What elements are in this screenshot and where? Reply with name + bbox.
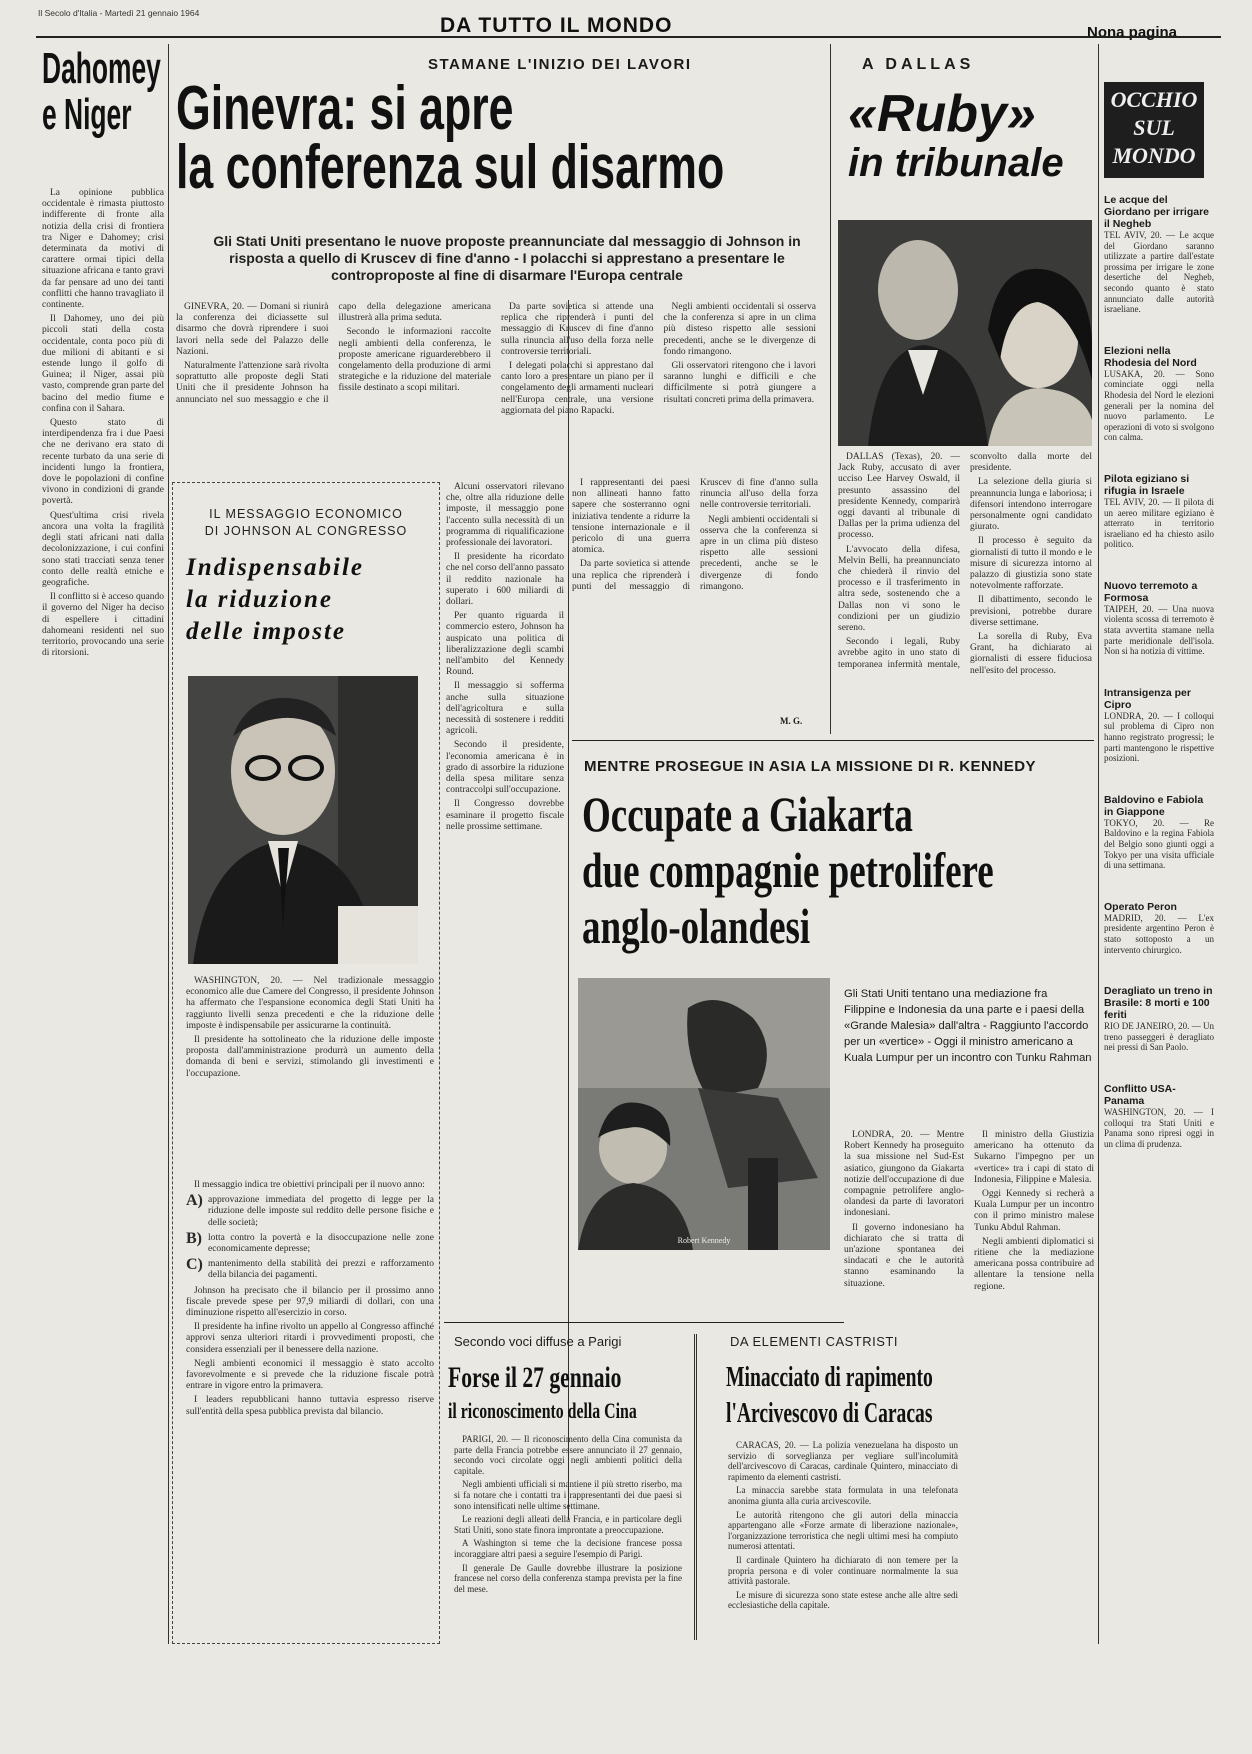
cina-headline-line2: il riconoscimento della Cina bbox=[448, 1398, 637, 1423]
cina-paragraph: Il generale De Gaulle dovrebbe illustrare la posizione francese nel corso della conferenza stampa prevista per la fine del mese. bbox=[454, 1562, 682, 1594]
ginevra-paragraph: Naturalmente l'attenzione sarà rivolta soprattutto alle proposte degli Stati Uniti che il presidente Johnson ha annunciato nel suo messaggio e che il capo della delegazione americana illustrerà alla prima seduta. bbox=[176, 302, 491, 405]
cina-headline bbox=[448, 1360, 688, 1426]
johnson-list-item bbox=[186, 1192, 434, 1229]
section-rule bbox=[572, 740, 1094, 741]
dahomey-title bbox=[42, 46, 160, 138]
ruby-paragraph: La selezione della giuria si preannuncia lunga e laboriosa; i difensori intendono interrogare personalmente ogni candidato giurato. bbox=[970, 477, 1092, 533]
cina-body bbox=[454, 1434, 682, 1642]
ruby-paragraph: Secondo i legali, Ruby avrebbe agito in uno stato di temporanea infermità mentale, sconvolto dalla morte del presidente. bbox=[838, 452, 1092, 670]
occhio-logo-line1: OCCHIO bbox=[1110, 87, 1198, 112]
column-divider bbox=[168, 44, 169, 1644]
johnson-kicker bbox=[178, 506, 434, 540]
occhio-item-text: TAIPEH, 20. — Una nuova violenta scossa di terremoto è stata avvertita stamane nella parte meridionale dell'isola. Non si ha notizia di vittime. bbox=[1104, 603, 1214, 657]
ginevra-paragraph: Secondo le informazioni raccolte negli ambienti della conferenza, le proposte americane riguarderebbero il congelamento della produzione di armi strategiche e la riduzione del materiale fissile destinato a scopi militari. bbox=[338, 327, 491, 394]
ginevra-paragraph: GINEVRA, 20. — Domani si riunirà la conferenza dei diciassette sul disarmo che dovrà riprendere i suoi lavori nella sede del Palazzo delle Nazioni. bbox=[176, 302, 329, 357]
johnson-headline-line1: Indispensabile bbox=[186, 554, 365, 581]
ruby-paragraph: L'avvocato della difesa, Melvin Belli, ha preannunciato che chiederà il rinvio del processo e il trasferimento in altra sede, sostenendo che a Dallas non vi sono le condizioni per un giudizio sereno. bbox=[838, 544, 960, 634]
johnson-paragraph: Negli ambienti economici il messaggio è stato accolto favorevolmente e si prevede che la riduzione fiscale potrà entrare in vigore entro la primavera. bbox=[186, 1358, 434, 1392]
ginevra-paragraph: Gli osservatori ritengono che i lavori saranno lunghi e difficili e che difficilmente si potrà giungere a risultati concreti prima della primavera. bbox=[663, 361, 816, 405]
johnson-list-letter: C) bbox=[186, 1256, 203, 1274]
ginevra-paragraph: Da parte sovietica si attende una replica che riprenderà i punti del messaggio di Kruscev di fine d'anno sulla rinuncia all'uso della forza nelle controversie territoriali. bbox=[501, 302, 654, 357]
middle-paragraph: Il messaggio si sofferma anche sulla situazione dell'agricoltura e sulla necessità di sostenere i redditi agricoli. bbox=[446, 681, 564, 737]
johnson-list-letter: A) bbox=[186, 1192, 203, 1210]
johnson-list-text: lotta contro la povertà e la disoccupazione nelle zone economicamente depresse; bbox=[208, 1232, 434, 1255]
ruby-photo-image bbox=[838, 220, 1092, 446]
johnson-paragraph: I leaders repubblicani hanno tuttavia espresso riserve sull'entità della spesa pubblica prevista dal bilancio. bbox=[186, 1395, 434, 1417]
johnson-body bbox=[186, 976, 434, 1166]
dahomey-body bbox=[42, 188, 164, 1638]
middle-paragraph: Secondo il presidente, l'economia americana è in grado di assorbire la riduzione della spesa militare senza contraccolpi sull'occupazione. bbox=[446, 740, 564, 796]
kennedy-headline-line2: due compagnie petrolifere bbox=[582, 842, 994, 898]
occhio-item-head: Conflitto USA-Panama bbox=[1104, 1082, 1176, 1107]
johnson-photo bbox=[188, 676, 418, 964]
dahomey-paragraph: La opinione pubblica occidentale è rimasta piuttosto indifferente di fronte alla notizia della crisi di frontiera tra Niger e Dahomey; crisi determinata da motivi di carattere ormai tipici della situazione africana e tanto gravi da far pensare ad uno dei tanti conflitti che hanno travagliato il continente. bbox=[42, 188, 164, 311]
section-title: DA TUTTO IL MONDO bbox=[440, 14, 673, 37]
occhio-item bbox=[1104, 794, 1214, 871]
caracas-paragraph: Le misure di sicurezza sono state estese anche alle altre sedi ecclesiastiche della capitale. bbox=[728, 1589, 958, 1611]
caracas-headline-line1: Minacciato di rapimento bbox=[726, 1362, 933, 1393]
ruby-headline bbox=[848, 85, 1088, 186]
johnson-headline-line2: la riduzione bbox=[186, 586, 333, 613]
caracas-headline bbox=[726, 1360, 966, 1432]
ginevra-body-continued bbox=[572, 478, 818, 713]
ginevra-paragraph: Negli ambienti occidentali si osserva che la conferenza si apre in un clima più disteso rispetto alle sessioni precedenti, anche se le divergenze di fondo rimangono. bbox=[700, 514, 818, 592]
dahomey-paragraph: Il conflitto si è acceso quando il governo del Niger ha deciso di espellere i cittadini dahomeani residenti nel suo territorio, provocando una serie di ritorsioni. bbox=[42, 592, 164, 659]
ruby-body bbox=[838, 452, 1092, 734]
occhio-item-head: Pilota egiziano si rifugia in Israele bbox=[1104, 472, 1190, 497]
middle-paragraph: Il Congresso dovrebbe esaminare il progetto fiscale nelle prossime settimane. bbox=[446, 799, 564, 832]
column-divider bbox=[830, 44, 831, 734]
kennedy-kicker: MENTRE PROSEGUE IN ASIA LA MISSIONE DI R. KENNEDY bbox=[584, 758, 1037, 775]
occhio-item bbox=[1104, 901, 1214, 955]
occhio-item-head: Elezioni nella Rhodesia del Nord bbox=[1104, 344, 1197, 369]
johnson-paragraph: Il messaggio indica tre obiettivi principali per il nuovo anno: bbox=[194, 1180, 425, 1190]
johnson-headline-line3: delle imposte bbox=[186, 618, 346, 645]
johnson-paragraph: WASHINGTON, 20. — Nel tradizionale messaggio economico alle due Camere del Congresso, il presidente Johnson ha affermato che l'espansione economica degli Stati Uniti ha raggiunto livelli senza precedenti e che la riduzione delle imposte è indispensabile per assicurarne la continuità. bbox=[186, 976, 434, 1031]
johnson-list-text: mantenimento della stabilità dei prezzi e rafforzamento della bilancia dei pagamenti. bbox=[208, 1259, 434, 1281]
ginevra-paragraph: Da parte sovietica si attende una replica che riprenderà i punti del messaggio di Kruscev di fine d'anno sulla rinuncia all'uso della forza nelle controversie territoriali. bbox=[572, 478, 818, 592]
ginevra-paragraph: I delegati polacchi si apprestano dal canto loro a presentare un piano per il congelamento degli armamenti nucleari nell'Europa centrale, una versione aggiornata del piano Rapacki. bbox=[501, 361, 654, 416]
ruby-paragraph: DALLAS (Texas), 20. — Jack Ruby, accusato di aver ucciso Lee Harvey Oswald, il presunto assassino del presidente Kennedy, comparirà oggi davanti al tribunale di Dallas per la prima udienza del processo. bbox=[838, 452, 960, 541]
caracas-paragraph: Le autorità ritengono che gli autori della minaccia appartengano alle «Forze armate di liberazione nazionale», l'organizzazione terroristica che negli ultimi mesi ha compiuto numerosi attentati. bbox=[728, 1509, 958, 1552]
cina-paragraph: PARIGI, 20. — Il riconoscimento della Cina comunista da parte della Francia potrebbe essere annunciato il 27 gennaio, secondo voci circolate oggi negli ambienti politici della capitale. bbox=[454, 1434, 682, 1476]
johnson-kicker-line2: DI JOHNSON AL CONGRESSO bbox=[204, 524, 408, 538]
middle-paragraph: Il presidente ha ricordato che nel corso dell'anno passato il reddito nazionale ha superato i 600 miliardi di dollari. bbox=[446, 552, 564, 608]
occhio-item bbox=[1104, 580, 1214, 657]
page-label: Nona pagina bbox=[1087, 24, 1178, 41]
caracas-paragraph: Il cardinale Quintero ha dichiarato di non temere per la propria persona e di voler continuare normalmente la sua attività pastorale. bbox=[728, 1554, 958, 1587]
kennedy-headline-line3: anglo-olandesi bbox=[582, 898, 811, 954]
occhio-item-text: TEL AVIV, 20. — Le acque del Giordano saranno utilizzate a partire dall'estate prossima per irrigare le zone desertiche del Negheb, secondo quanto è stato annunciato dalle autorità israeliane. bbox=[1104, 230, 1214, 315]
ruby-headline-line2: in tribunale bbox=[848, 141, 1064, 185]
column-divider-double bbox=[694, 1334, 697, 1640]
johnson-paragraph: Johnson ha precisato che il bilancio per il prossimo anno fiscale prevede spese per 97,9 miliardi di dollari, con una diminuzione rispetto all'esercizio in corso. bbox=[186, 1285, 434, 1319]
cina-paragraph: A Washington si teme che la decisione francese possa incoraggiare altri paesi a seguire l'esempio di Parigi. bbox=[454, 1538, 682, 1559]
johnson-paragraph: Il presidente ha sottolineato che la riduzione delle imposte proposta dall'amministrazione produrrà un aumento della domanda di beni e servizi, stimolando gli investimenti e l'occupazione. bbox=[186, 1035, 434, 1079]
caracas-headline-line2: l'Arcivescovo di Caracas bbox=[726, 1398, 933, 1429]
occhio-item bbox=[1104, 345, 1214, 443]
dahomey-paragraph: Questo stato di interdipendenza fra i due Paesi che ne derivano era stato di recente turbato da una serie di incidenti lungo la frontiera, dove le popolazioni di confine vivono in condizioni di grande povertà. bbox=[42, 418, 164, 507]
ginevra-subhead: Gli Stati Uniti presentano le nuove proposte preannunciate dal messaggio di Johnson in risposta a quello di Kruscev di fine d'anno - I polacchi si apprestano a presentare le controproposte al fine di disarmare l'Europa centrale bbox=[213, 233, 801, 283]
johnson-list-item bbox=[186, 1229, 434, 1255]
cina-kicker: Secondo voci diffuse a Parigi bbox=[454, 1334, 622, 1349]
occhio-item-head: Deragliato un treno in Brasile: 8 morti e 100 feriti bbox=[1104, 985, 1213, 1022]
kennedy-headline-line1: Occupate a Giakarta bbox=[582, 786, 913, 842]
ruby-paragraph: Il dibattimento, secondo le previsioni, potrebbe durare diverse settimane. bbox=[970, 595, 1092, 628]
occhio-item-text: MADRID, 20. — L'ex presidente argentino Peron è stato sottoposto a un intervento chirurgico. bbox=[1104, 912, 1214, 955]
dahomey-title-line1: Dahomey bbox=[42, 44, 161, 93]
johnson-body-2 bbox=[186, 1180, 434, 1630]
kennedy-photo bbox=[578, 978, 830, 1250]
johnson-list-text: approvazione immediata del progetto di legge per la riduzione delle imposte sul reddito delle persone fisiche e delle società; bbox=[208, 1195, 434, 1228]
ginevra-signature: M. G. bbox=[780, 716, 803, 726]
johnson-list-item bbox=[186, 1256, 434, 1281]
cina-headline-line1: Forse il 27 gennaio bbox=[448, 1361, 622, 1394]
johnson-headline bbox=[186, 552, 434, 648]
johnson-kicker-line1: IL MESSAGGIO ECONOMICO bbox=[209, 507, 403, 521]
masthead-rule bbox=[36, 36, 1221, 38]
kennedy-headline bbox=[582, 786, 1094, 954]
occhio-item bbox=[1104, 985, 1214, 1053]
kennedy-paragraph: Oggi Kennedy si recherà a Kuala Lumpur per un incontro con il primo ministro malese Tunku Abdul Rahman. bbox=[974, 1189, 1094, 1233]
section-rule bbox=[444, 1322, 844, 1323]
ruby-kicker: A DALLAS bbox=[862, 56, 975, 73]
ruby-paragraph: Il processo è seguito da giornalisti di tutto il mondo e le misure di sicurezza intorno al palazzo di giustizia sono state notevolmente rafforzate. bbox=[970, 536, 1092, 592]
occhio-item-head: Operato Peron bbox=[1104, 900, 1177, 913]
ginevra-paragraph: I rappresentanti dei paesi non allineati hanno fatto sapere che sosterranno ogni iniziativa tendente a ridurre la tensione internazionale e il pericolo di una guerra atomica. bbox=[572, 478, 690, 556]
occhio-item-text: RIO DE JANEIRO, 20. — Un treno passeggeri è deragliato nei pressi di San Paolo. bbox=[1104, 1021, 1214, 1053]
middle-column-body bbox=[446, 482, 564, 1512]
ruby-paragraph: La sorella di Ruby, Eva Grant, ha dichiarato ai giornalisti di essere fiduciosa nell'esito del processo. bbox=[970, 632, 1092, 676]
occhio-logo bbox=[1104, 82, 1204, 178]
occhio-item-head: Nuovo terremoto a Formosa bbox=[1104, 579, 1198, 604]
caracas-body bbox=[728, 1440, 958, 1640]
johnson-list-letter: B) bbox=[186, 1229, 202, 1247]
occhio-logo-line2: SUL bbox=[1133, 115, 1175, 140]
caracas-paragraph: CARACAS, 20. — La polizia venezuelana ha disposto un servizio di sorveglianza per vegliare sull'incolumità dell'arcivescovo di Caracas, cardinale Quintero, minacciato di rapimento da elementi castristi. bbox=[728, 1440, 958, 1482]
occhio-logo-line3: MONDO bbox=[1112, 143, 1196, 168]
cina-paragraph: Le reazioni degli alleati della Francia, e in particolare degli Stati Uniti, sono state finora improntate a preoccupazione. bbox=[454, 1514, 682, 1535]
kennedy-paragraph: Il governo indonesiano ha dichiarato che si tratta di un'azione spontanea dei sindacati e che le autorità stanno esaminando la situazione. bbox=[844, 1222, 964, 1289]
ruby-headline-line1: «Ruby» bbox=[848, 85, 1036, 143]
occhio-item bbox=[1104, 1083, 1214, 1149]
occhio-item-head: Le acque del Giordano per irrigare il Negheb bbox=[1104, 194, 1210, 230]
johnson-photo-image bbox=[188, 676, 418, 964]
occhio-item-head: Baldovino e Fabiola in Giappone bbox=[1104, 793, 1204, 818]
kennedy-photo-caption: Robert Kennedy bbox=[677, 1235, 731, 1245]
caracas-kicker: DA ELEMENTI CASTRISTI bbox=[730, 1334, 898, 1349]
ruby-photo bbox=[838, 220, 1092, 446]
middle-paragraph: Per quanto riguarda il commercio estero, Johnson ha auspicato una politica di liberalizzazione degli scambi nell'ambito del Kennedy Round. bbox=[446, 611, 564, 678]
dahomey-paragraph: Quest'ultima crisi rivela ancora una volta la fragilità degli stati africani nati dalla decolonizzazione, i cui confini sono stati tracciati senza tener conto delle realtà etniche e geografiche. bbox=[42, 510, 164, 588]
middle-paragraph: Alcuni osservatori rilevano che, oltre alla riduzione delle imposte, il messaggio pone l'accento sulla necessità di un programma di riqualificazione professionale dei lavoratori. bbox=[446, 482, 564, 549]
occhio-item-head: Intransigenza per Cipro bbox=[1104, 686, 1191, 711]
occhio-item bbox=[1104, 194, 1214, 315]
ginevra-headline-line1: Ginevra: si apre bbox=[176, 74, 514, 143]
caracas-paragraph: La minaccia sarebbe stata formulata in una telefonata anonima giunta alla curia arcivescovile. bbox=[728, 1485, 958, 1506]
occhio-item-text: TOKYO, 20. — Re Baldovino e la regina Fabiola del Belgio sono giunti oggi a Tokyo per una visita ufficiale di una settimana. bbox=[1104, 817, 1214, 871]
occhio-item-text: TEL AVIV, 20. — Il pilota di un aereo militare egiziano è atterrato in territorio israeliano ed ha chiesto asilo politico. bbox=[1104, 496, 1214, 550]
kennedy-paragraph: Il ministro della Giustizia americano ha ottenuto da Sukarno l'impegno per un «vertice» tra i capi di stato di Indonesia, Filippine e Malesia. bbox=[974, 1130, 1094, 1185]
ginevra-headline bbox=[176, 74, 826, 202]
masthead-left-info: Il Secolo d'Italia - Martedì 21 gennaio 1964 bbox=[38, 8, 200, 18]
dahomey-paragraph: Il Dahomey, uno dei più piccoli stati della costa occidentale, conta poco più di due milioni di abitanti e si estende lungo il golfo di Guinea; il Niger, assai più vasto, comprende gran parte del bacino del medio fiume e confina con il Sahara. bbox=[42, 314, 164, 414]
kennedy-paragraph: Negli ambienti diplomatici si ritiene che la mediazione americana possa contribuire ad allentare la tensione nella regione. bbox=[974, 1236, 1094, 1292]
cina-paragraph: Negli ambienti ufficiali si mantiene il più stretto riserbo, ma si fa notare che i contatti tra i rappresentanti dei due paesi si sono intensificati nelle ultime settimane. bbox=[454, 1479, 682, 1511]
dahomey-title-line2: e Niger bbox=[42, 90, 132, 139]
occhio-item-text: LONDRA, 20. — I colloqui sul problema di Cipro non hanno registrato progressi; le parti mantengono le rispettive posizioni. bbox=[1104, 710, 1214, 764]
kennedy-photo-image bbox=[578, 978, 830, 1250]
occhio-item-text: LUSAKA, 20. — Sono cominciate oggi nella Rhodesia del Nord le elezioni generali per la nomina del nuovo parlamento. Le operazioni di voto si svolgono con calma. bbox=[1104, 368, 1214, 443]
kennedy-paragraph: LONDRA, 20. — Mentre Robert Kennedy ha proseguito la sua missione nel Sud-Est asiatico, giungono da Giakarta notizie dell'occupazione di due compagnie petrolifere anglo-olandesi da parte di lavoratori indonesiani. bbox=[844, 1130, 964, 1219]
ginevra-body bbox=[176, 302, 816, 468]
ginevra-headline-line2: la conferenza sul disarmo bbox=[176, 133, 725, 202]
occhio-item-text: WASHINGTON, 20. — I colloqui tra Stati Uniti e Panama sono ripresi oggi in un clima di prudenza. bbox=[1104, 1106, 1214, 1149]
ginevra-kicker: STAMANE L'INIZIO DEI LAVORI bbox=[428, 56, 692, 73]
occhio-item bbox=[1104, 473, 1214, 550]
ginevra-paragraph: Negli ambienti occidentali si osserva che la conferenza si apre in un clima più disteso rispetto alle sessioni precedenti, anche se le divergenze di fondo rimangono. bbox=[663, 302, 816, 357]
kennedy-subhead: Gli Stati Uniti tentano una mediazione fra Filippine e Indonesia da una parte e i paesi della «Grande Malesia» dall'altra - Raggiunto l'accordo per un «vertice» - Oggi il ministro americano a Kuala Lumpur per un incontro con Tunku Rahman bbox=[844, 988, 1092, 1064]
occhio-item bbox=[1104, 687, 1214, 764]
johnson-paragraph: Il presidente ha infine rivolto un appello al Congresso affinché approvi senza ulteriori ritardi i provvedimenti proposti, che considera essenziali per il benessere della nazione. bbox=[186, 1322, 434, 1355]
occhio-column bbox=[1104, 188, 1214, 1638]
